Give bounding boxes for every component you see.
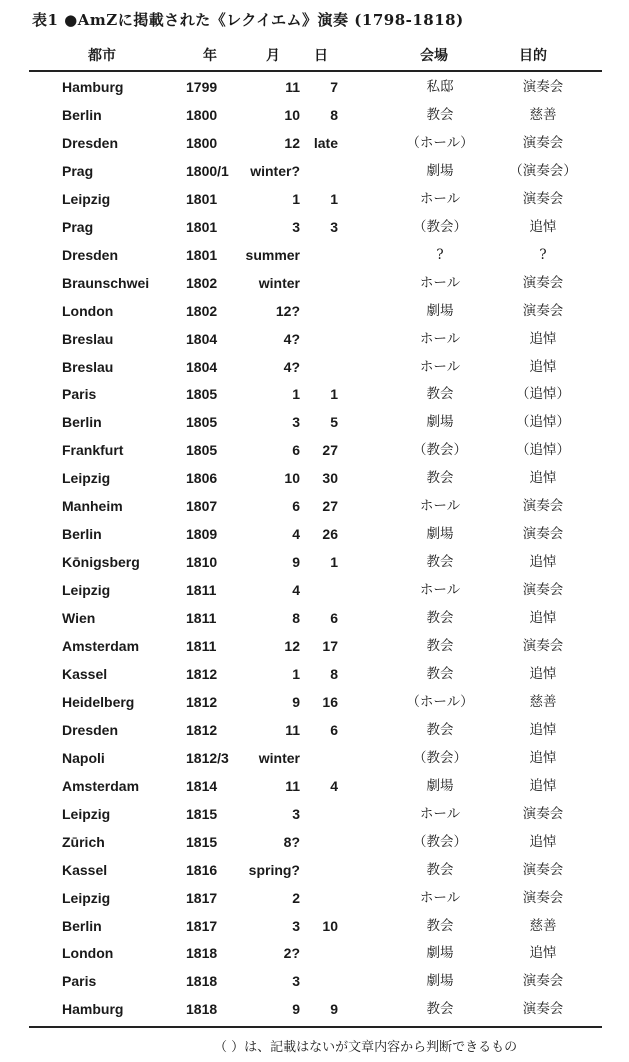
cell-venue: 劇場 — [426, 414, 454, 431]
cell-venue: 教会 — [426, 470, 454, 487]
cell-city: Dresden — [62, 246, 119, 263]
bottom-rule — [29, 1026, 602, 1028]
cell-month: 8? — [283, 833, 300, 850]
cell-purpose: 追悼 — [529, 330, 557, 347]
cell-city: Leipzig — [62, 805, 111, 822]
cell-month: 11 — [285, 721, 300, 738]
table-row — [0, 161, 629, 189]
cell-city: Leipzig — [62, 190, 111, 207]
table-row — [0, 217, 629, 245]
cell-purpose: 演奏会 — [522, 973, 564, 990]
cell-month: 6 — [292, 498, 300, 515]
cell-year: 1812 — [186, 693, 218, 710]
cell-month: 3 — [292, 973, 300, 990]
cell-city: Berlin — [62, 414, 102, 431]
cell-day: 6 — [330, 721, 338, 738]
cell-purpose: 演奏会 — [522, 274, 564, 291]
cell-venue: 劇場 — [426, 302, 454, 319]
cell-venue: ホール — [419, 358, 461, 375]
cell-city: Berlin — [62, 106, 102, 123]
cell-year: 1811 — [186, 610, 217, 627]
cell-year: 1805 — [186, 442, 218, 459]
cell-purpose: ? — [539, 246, 547, 263]
cell-purpose: 追悼 — [529, 610, 557, 627]
cell-venue: ホール — [419, 805, 461, 822]
cell-month: 1 — [292, 190, 300, 207]
cell-year: 1807 — [186, 498, 218, 515]
cell-purpose: 演奏会 — [522, 889, 564, 906]
cell-month: 6 — [292, 442, 300, 459]
cell-day: 27 — [322, 498, 338, 515]
cell-day: 27 — [322, 442, 338, 459]
cell-venue: 劇場 — [426, 526, 454, 543]
cell-purpose: 演奏会 — [522, 582, 564, 599]
cell-venue: 教会 — [426, 1001, 454, 1018]
table-row — [0, 748, 629, 776]
cell-year: 1801 — [186, 218, 218, 235]
table-row — [0, 832, 629, 860]
table-row — [0, 636, 629, 664]
cell-purpose: 演奏会 — [522, 861, 564, 878]
table-row — [0, 77, 629, 105]
cell-city: Kassel — [62, 861, 108, 878]
cell-day: 1 — [330, 386, 338, 403]
cell-month: 3 — [292, 805, 300, 822]
cell-purpose: 追悼 — [529, 777, 557, 794]
cell-purpose: 演奏会 — [522, 190, 564, 207]
table-row — [0, 999, 629, 1027]
cell-city: Hamburg — [62, 79, 124, 95]
header-purpose: 目的 — [519, 48, 547, 64]
cell-purpose: 追悼 — [529, 470, 557, 487]
table-row — [0, 357, 629, 385]
cell-purpose: 追悼 — [529, 833, 557, 850]
header-rule — [29, 70, 602, 72]
cell-purpose: 演奏会 — [522, 526, 564, 543]
cell-city: Kassel — [62, 665, 108, 682]
cell-purpose: （追悼） — [516, 414, 570, 431]
cell-year: 1802 — [186, 274, 218, 291]
cell-day: 16 — [322, 693, 338, 710]
table-row — [0, 301, 629, 329]
cell-purpose: 慈善 — [529, 693, 557, 710]
cell-city: Breslau — [62, 330, 114, 347]
cell-month: 11 — [285, 79, 300, 95]
cell-month: 8 — [292, 610, 300, 627]
cell-day: 8 — [330, 665, 338, 682]
cell-month: 4 — [292, 582, 300, 599]
cell-city: Frankfurt — [62, 442, 124, 459]
cell-year: 1799 — [186, 79, 218, 95]
cell-month: 9 — [292, 554, 300, 571]
cell-month: 10 — [284, 106, 300, 123]
cell-venue: 教会 — [426, 386, 454, 403]
cell-month: winter? — [250, 162, 300, 179]
cell-month: 4? — [283, 358, 300, 375]
cell-city: Leipzig — [62, 470, 111, 487]
cell-city: Breslau — [62, 358, 114, 375]
cell-month: summer — [245, 246, 300, 263]
cell-purpose: 演奏会 — [522, 498, 564, 515]
cell-month: 3 — [292, 414, 300, 431]
footnote: （ ）は、記載はないが文章内容から判断できるもの — [214, 1040, 518, 1055]
cell-city: Prag — [62, 162, 94, 179]
cell-month: 12? — [275, 302, 300, 319]
table-row — [0, 133, 629, 161]
cell-year: 1800 — [186, 106, 218, 123]
cell-purpose: 追悼 — [529, 749, 557, 766]
cell-day: 7 — [330, 79, 338, 95]
cell-city: Prag — [62, 218, 94, 235]
cell-purpose: 演奏会 — [522, 805, 564, 822]
cell-month: 4 — [292, 526, 300, 543]
cell-purpose: （追悼） — [516, 386, 570, 403]
cell-year: 1800 — [186, 134, 218, 151]
table-row — [0, 384, 629, 412]
cell-day: late — [313, 134, 338, 151]
cell-day: 9 — [330, 1001, 338, 1018]
cell-venue: 劇場 — [426, 973, 454, 990]
cell-venue: ホール — [419, 190, 461, 207]
cell-city: Braunschwei — [62, 274, 150, 291]
cell-venue: ホール — [419, 330, 461, 347]
cell-venue: 劇場 — [426, 777, 454, 794]
cell-city: Heidelberg — [62, 693, 135, 710]
cell-city: Napoli — [62, 749, 105, 766]
cell-year: 1816 — [186, 861, 218, 878]
cell-purpose: （追悼） — [516, 442, 570, 459]
cell-venue: （教会） — [413, 749, 467, 766]
cell-purpose: 追悼 — [529, 218, 557, 235]
cell-venue: （教会） — [413, 218, 467, 235]
table-row — [0, 692, 629, 720]
cell-venue: （ホール） — [406, 134, 474, 151]
cell-city: Dresden — [62, 721, 119, 738]
cell-month: 3 — [292, 218, 300, 235]
cell-venue: 劇場 — [426, 945, 454, 962]
cell-day: 5 — [330, 414, 338, 431]
table-row — [0, 412, 629, 440]
cell-year: 1802 — [186, 302, 218, 319]
cell-year: 1817 — [186, 889, 218, 906]
cell-city: London — [62, 302, 114, 319]
header-day: 日 — [314, 48, 328, 64]
table-row — [0, 105, 629, 133]
table-row — [0, 245, 629, 273]
cell-purpose: 演奏会 — [522, 79, 564, 95]
cell-venue: 教会 — [426, 721, 454, 738]
cell-year: 1814 — [186, 777, 218, 794]
cell-purpose: 追悼 — [529, 358, 557, 375]
cell-venue: 教会 — [426, 106, 454, 123]
cell-year: 1804 — [186, 358, 218, 375]
cell-month: 11 — [285, 777, 300, 794]
cell-day: 30 — [322, 470, 338, 487]
cell-year: 1818 — [186, 1001, 218, 1018]
cell-day: 8 — [330, 106, 338, 123]
header-city: 都市 — [88, 48, 116, 64]
cell-purpose: （演奏会） — [509, 162, 577, 179]
cell-city: Wien — [62, 610, 96, 627]
cell-purpose: 追悼 — [529, 554, 557, 571]
cell-venue: 教会 — [426, 638, 454, 654]
header-year: 年 — [203, 48, 217, 64]
table-row — [0, 720, 629, 748]
cell-month: 12 — [284, 638, 300, 654]
table-row — [0, 468, 629, 496]
cell-city: Leipzig — [62, 889, 111, 906]
table-row — [0, 608, 629, 636]
table-row — [0, 329, 629, 357]
cell-year: 1818 — [186, 973, 218, 990]
cell-year: 1801 — [186, 190, 218, 207]
table-row — [0, 804, 629, 832]
cell-year: 1806 — [186, 470, 218, 487]
cell-month: 1 — [292, 665, 300, 682]
header-venue: 会場 — [420, 48, 448, 64]
table-row — [0, 664, 629, 692]
cell-month: 4? — [283, 330, 300, 347]
cell-venue: （ホール） — [406, 693, 474, 710]
cell-year: 1812 — [186, 665, 218, 682]
cell-year: 1817 — [186, 917, 218, 934]
cell-month: 9 — [292, 693, 300, 710]
cell-city: Zūrich — [62, 833, 105, 850]
header-month: 月 — [266, 48, 280, 64]
cell-city: Dresden — [62, 134, 119, 151]
cell-city: Hamburg — [62, 1001, 124, 1018]
cell-purpose: 追悼 — [529, 721, 557, 738]
cell-year: 1811 — [186, 582, 217, 599]
cell-purpose: 演奏会 — [522, 134, 564, 151]
cell-month: 1 — [292, 386, 300, 403]
cell-day: 6 — [330, 610, 338, 627]
cell-city: Leipzig — [62, 582, 111, 599]
table-row — [0, 888, 629, 916]
cell-year: 1801 — [186, 246, 218, 263]
cell-day: 1 — [330, 554, 338, 571]
cell-year: 1804 — [186, 330, 218, 347]
cell-year: 1810 — [186, 554, 218, 571]
cell-month: 10 — [284, 470, 300, 487]
cell-month: 9 — [292, 1001, 300, 1018]
table-row — [0, 971, 629, 999]
table-row — [0, 440, 629, 468]
table-row — [0, 776, 629, 804]
table-title: 表1 ●AmZに掲載された《レクイエム》演奏 (1798-1818) — [32, 11, 464, 29]
table-row — [0, 860, 629, 888]
cell-year: 1809 — [186, 526, 218, 543]
table-row — [0, 273, 629, 301]
cell-purpose: 追悼 — [529, 665, 557, 682]
cell-city: Berlin — [62, 526, 102, 543]
cell-venue: （教会） — [413, 833, 467, 850]
cell-year: 1805 — [186, 414, 218, 431]
cell-venue: 教会 — [426, 610, 454, 627]
cell-purpose: 演奏会 — [522, 302, 564, 319]
cell-city: Amsterdam — [62, 638, 140, 654]
cell-month: 12 — [284, 134, 300, 151]
cell-month: winter — [258, 274, 300, 291]
cell-day: 3 — [330, 218, 338, 235]
table-row — [0, 496, 629, 524]
table-row — [0, 524, 629, 552]
cell-venue: ホール — [419, 274, 461, 291]
cell-year: 1812 — [186, 721, 218, 738]
cell-month: winter — [258, 749, 300, 766]
cell-purpose: 演奏会 — [522, 638, 564, 654]
cell-day: 1 — [330, 190, 338, 207]
cell-city: Berlin — [62, 917, 102, 934]
cell-city: Amsterdam — [62, 777, 140, 794]
cell-venue: 教会 — [426, 917, 454, 934]
cell-year: 1815 — [186, 805, 218, 822]
cell-year: 1818 — [186, 945, 218, 962]
cell-venue: 教会 — [426, 554, 454, 571]
cell-purpose: 慈善 — [529, 106, 557, 123]
cell-venue: ホール — [419, 582, 461, 599]
cell-venue: ホール — [419, 889, 461, 906]
cell-venue: 教会 — [426, 861, 454, 878]
cell-city: Paris — [62, 386, 97, 403]
cell-purpose: 慈善 — [529, 917, 557, 934]
cell-month: spring? — [248, 861, 300, 878]
cell-venue: 教会 — [426, 665, 454, 682]
cell-year: 1812/3 — [186, 749, 229, 766]
cell-day: 4 — [330, 777, 338, 794]
table-row — [0, 943, 629, 971]
cell-month: 2 — [292, 889, 300, 906]
cell-city: Paris — [62, 973, 97, 990]
cell-day: 26 — [322, 526, 338, 543]
cell-venue: ? — [436, 246, 444, 263]
cell-purpose: 演奏会 — [522, 1001, 564, 1018]
cell-venue: 私邸 — [426, 79, 454, 95]
cell-city: Kōnigsberg — [62, 554, 140, 571]
cell-venue: （教会） — [413, 442, 467, 459]
table-row — [0, 916, 629, 944]
cell-venue: ホール — [419, 498, 461, 515]
cell-year: 1815 — [186, 833, 218, 850]
cell-city: Manheim — [62, 498, 123, 515]
cell-purpose: 追悼 — [529, 945, 557, 962]
cell-day: 17 — [322, 638, 338, 654]
cell-year: 1811 — [186, 638, 217, 654]
cell-city: London — [62, 945, 114, 962]
cell-year: 1800/1 — [186, 162, 229, 179]
cell-venue: 劇場 — [426, 162, 454, 179]
cell-month: 3 — [292, 917, 300, 934]
table-row — [0, 552, 629, 580]
table-row — [0, 189, 629, 217]
table-row — [0, 580, 629, 608]
cell-month: 2? — [283, 945, 300, 962]
cell-day: 10 — [322, 917, 338, 934]
cell-year: 1805 — [186, 386, 218, 403]
